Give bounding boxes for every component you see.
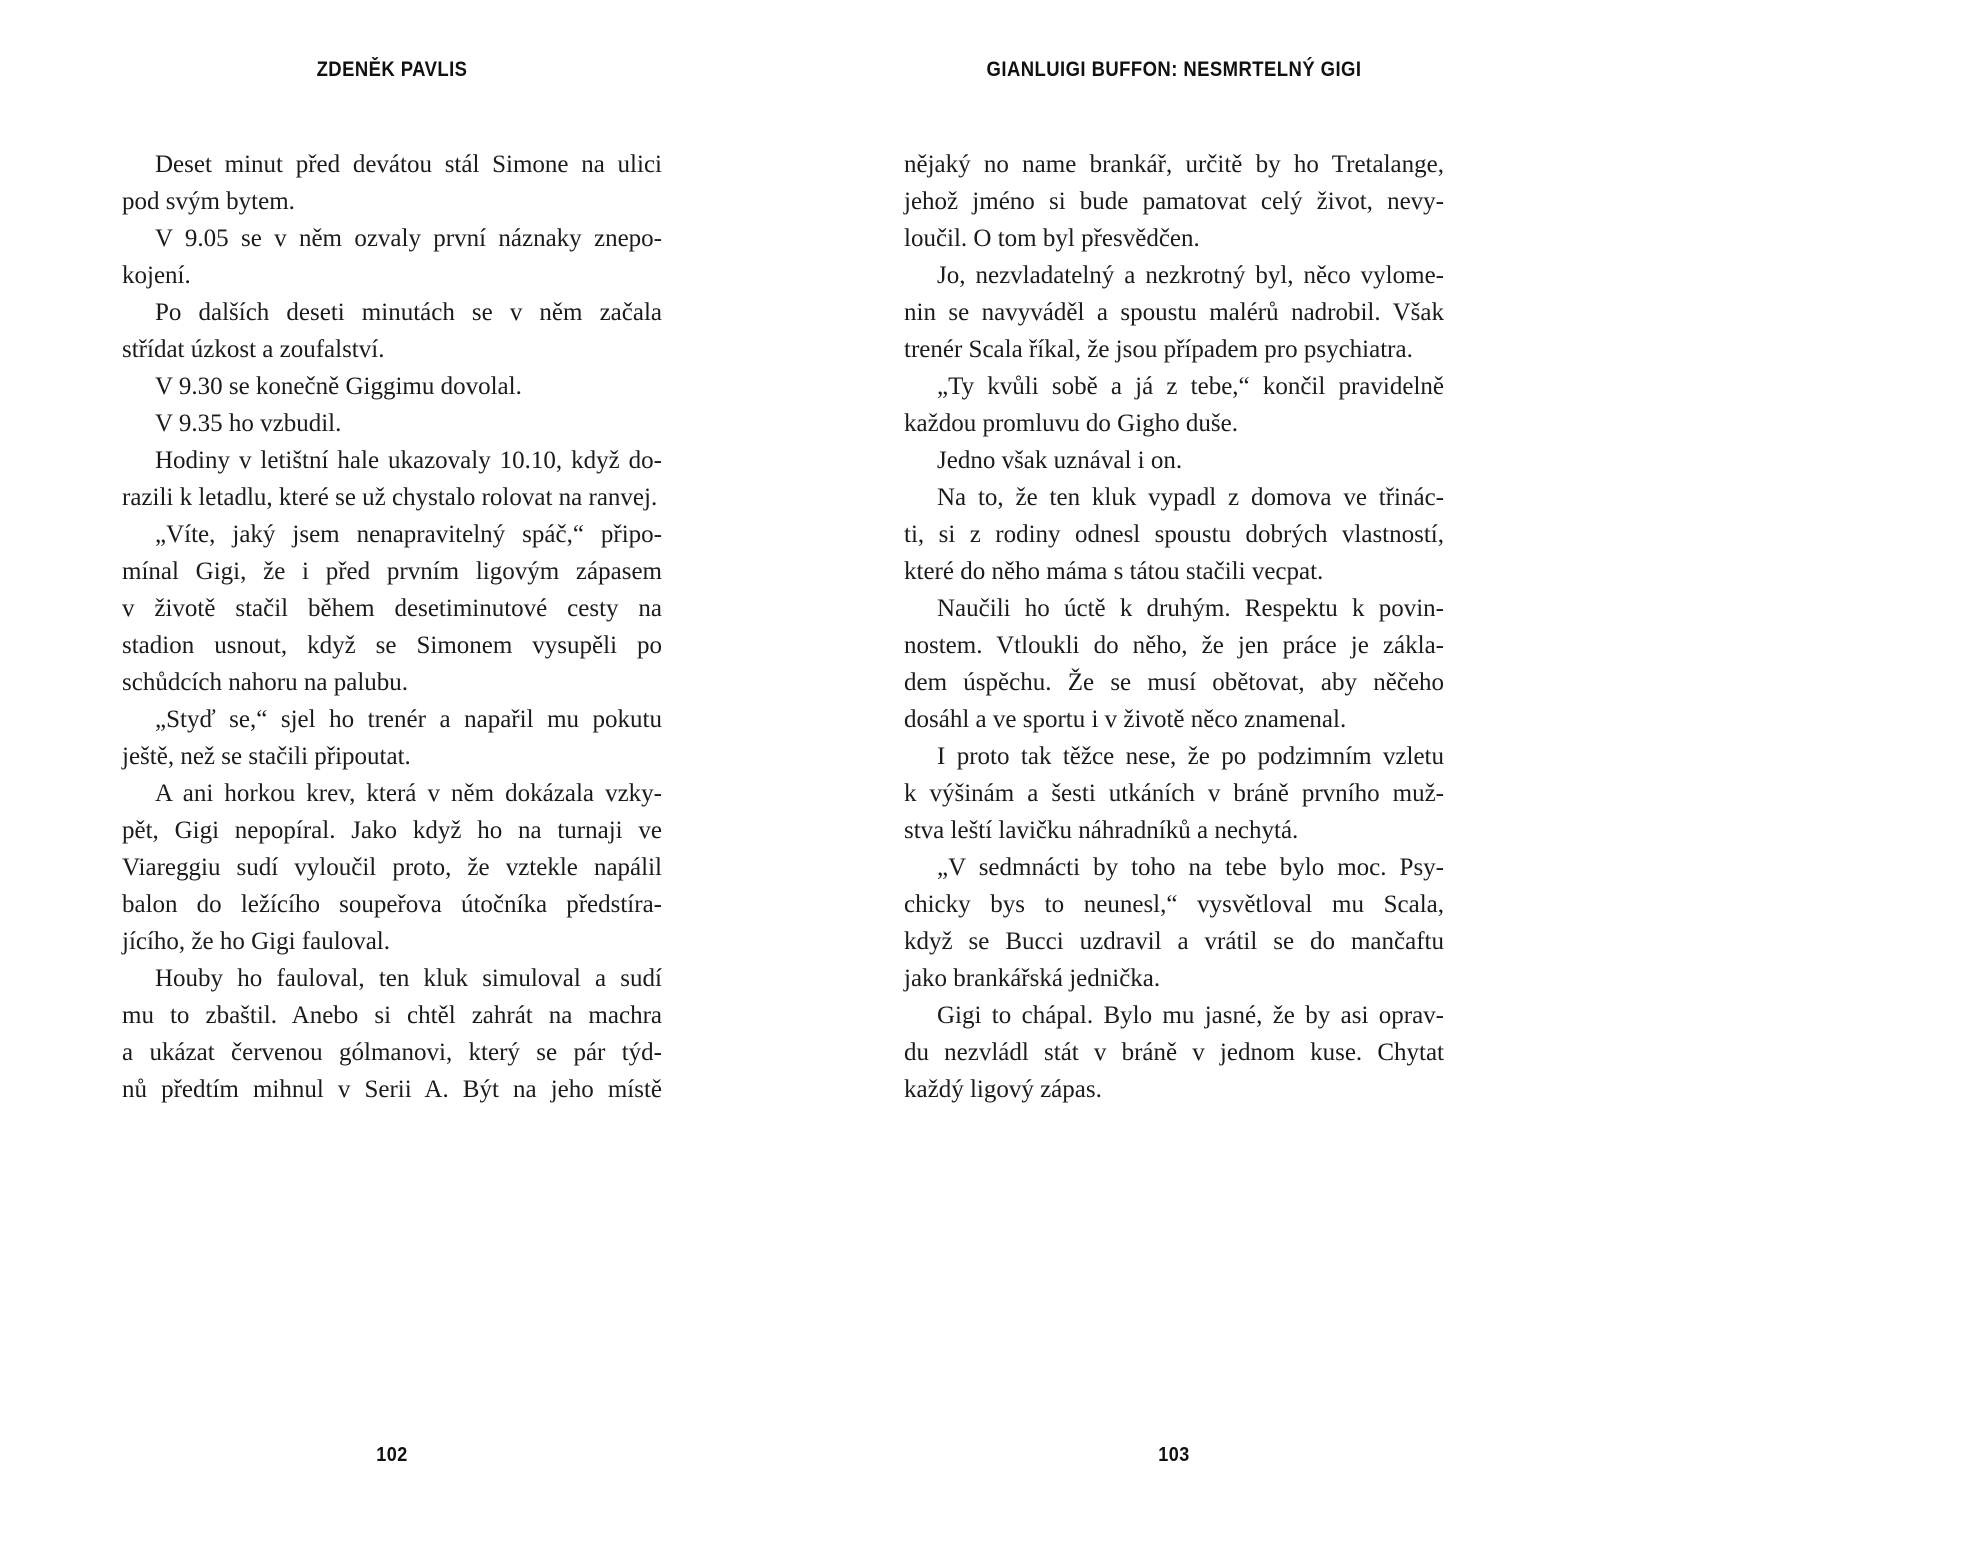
text-line: Hodiny v letištní hale ukazovaly 10.10, když do- xyxy=(155,447,662,474)
text-line: v životě stačil během desetiminutové cesty na xyxy=(122,595,662,622)
text-line: Na to, že ten kluk vypadl z domova ve třinác- xyxy=(937,484,1444,511)
text-line: A ani horkou krev, která v něm dokázala vzky- xyxy=(155,780,662,807)
text-line: každý ligový zápas. xyxy=(904,1076,1102,1103)
text-line: dosáhl a ve sportu i v životě něco znamenal. xyxy=(904,706,1347,733)
running-header-right: GIANLUIGI BUFFON: NESMRTELNÝ GIGI xyxy=(986,58,1362,81)
text-line: dem úspěchu. Že se musí obětovat, aby něčeho xyxy=(904,669,1444,696)
text-line: balon do ležícího soupeřova útočníka předstíra- xyxy=(122,891,662,918)
text-line: trenér Scala říkal, že jsou případem pro psychiatra. xyxy=(904,336,1413,363)
text-line: „V sedmnácti by toho na tebe bylo moc. Psy- xyxy=(937,854,1444,881)
running-header-left: ZDENĚK PAVLIS xyxy=(316,58,468,81)
text-line: pět, Gigi nepopíral. Jako když ho na turnaji ve xyxy=(122,817,662,844)
right-text-column xyxy=(904,146,1444,1108)
text-line: chicky bys to neunesl,“ vysvětloval mu Scala, xyxy=(904,891,1444,918)
text-line: mínal Gigi, že i před prvním ligovým zápasem xyxy=(122,558,662,585)
text-line: střídat úzkost a zoufalství. xyxy=(122,336,385,363)
text-line: pod svým bytem. xyxy=(122,188,295,215)
text-line: du nezvládl stát v bráně v jednom kuse. Chytat xyxy=(904,1039,1444,1066)
text-line: Gigi to chápal. Bylo mu jasné, že by asi oprav- xyxy=(937,1002,1444,1029)
right-page xyxy=(904,0,1444,1560)
text-line: nějaký no name brankář, určitě by ho Tretalange, xyxy=(904,151,1444,178)
text-line: jehož jméno si bude pamatovat celý život, nevy- xyxy=(904,188,1444,215)
text-line: loučil. O tom byl přesvědčen. xyxy=(904,225,1200,252)
text-line: Deset minut před devátou stál Simone na ulici xyxy=(155,151,662,178)
text-line: nostem. Vtloukli do něho, že jen práce je zákla- xyxy=(904,632,1444,659)
page-number-left: 102 xyxy=(376,1444,408,1466)
text-line: „Ty kvůli sobě a já z tebe,“ končil pravidelně xyxy=(937,373,1444,400)
text-line: I proto tak těžce nese, že po podzimním vzletu xyxy=(937,743,1444,770)
text-line: V 9.30 se konečně Giggimu dovolal. xyxy=(155,373,522,400)
left-text-column xyxy=(122,146,662,1108)
text-line: stadion usnout, když se Simonem vysupěli po xyxy=(122,632,662,659)
text-line: kojení. xyxy=(122,262,191,289)
text-line: každou promluvu do Gigho duše. xyxy=(904,410,1238,437)
text-line: když se Bucci uzdravil a vrátil se do mančaftu xyxy=(904,928,1444,955)
text-line: nin se navyváděl a spoustu malérů nadrobil. Však xyxy=(904,299,1444,326)
text-line: k výšinám a šesti utkáních v bráně prvního muž- xyxy=(904,780,1444,807)
text-line: V 9.05 se v něm ozvaly první náznaky znepo- xyxy=(155,225,662,252)
text-line: mu to zbaštil. Anebo si chtěl zahrát na machra xyxy=(122,1002,662,1029)
text-line: Viareggiu sudí vyloučil proto, že vztekle napálil xyxy=(122,854,662,881)
text-line: které do něho máma s tátou stačili vecpat. xyxy=(904,558,1324,585)
text-line: razili k letadlu, které se už chystalo rolovat na ranvej. xyxy=(122,484,658,511)
text-line: jako brankářská jednička. xyxy=(904,965,1161,992)
text-line: stva leští lavičku náhradníků a nechytá. xyxy=(904,817,1299,844)
text-line: ti, si z rodiny odnesl spoustu dobrých vlastností, xyxy=(904,521,1444,548)
text-line: V 9.35 ho vzbudil. xyxy=(155,410,342,437)
text-line: „Styď se,“ sjel ho trenér a napařil mu pokutu xyxy=(155,706,662,733)
page-number-right: 103 xyxy=(1158,1444,1190,1466)
text-line: Po dalších deseti minutách se v něm začala xyxy=(155,299,662,326)
text-line: ještě, než se stačili připoutat. xyxy=(122,743,411,770)
left-page xyxy=(122,0,662,1560)
text-line: Houby ho fauloval, ten kluk simuloval a sudí xyxy=(155,965,662,992)
text-line: Jedno však uznával i on. xyxy=(937,447,1183,474)
text-line: schůdcích nahoru na palubu. xyxy=(122,669,409,696)
text-line: nů předtím mihnul v Serii A. Být na jeho místě xyxy=(122,1076,662,1103)
text-line: jícího, že ho Gigi fauloval. xyxy=(122,928,390,955)
text-line: „Víte, jaký jsem nenapravitelný spáč,“ připo- xyxy=(155,521,662,548)
text-line: a ukázat červenou gólmanovi, který se pár týd- xyxy=(122,1039,662,1066)
text-line: Naučili ho úctě k druhým. Respektu k povin- xyxy=(937,595,1444,622)
text-line: Jo, nezvladatelný a nezkrotný byl, něco vylome- xyxy=(937,262,1444,289)
